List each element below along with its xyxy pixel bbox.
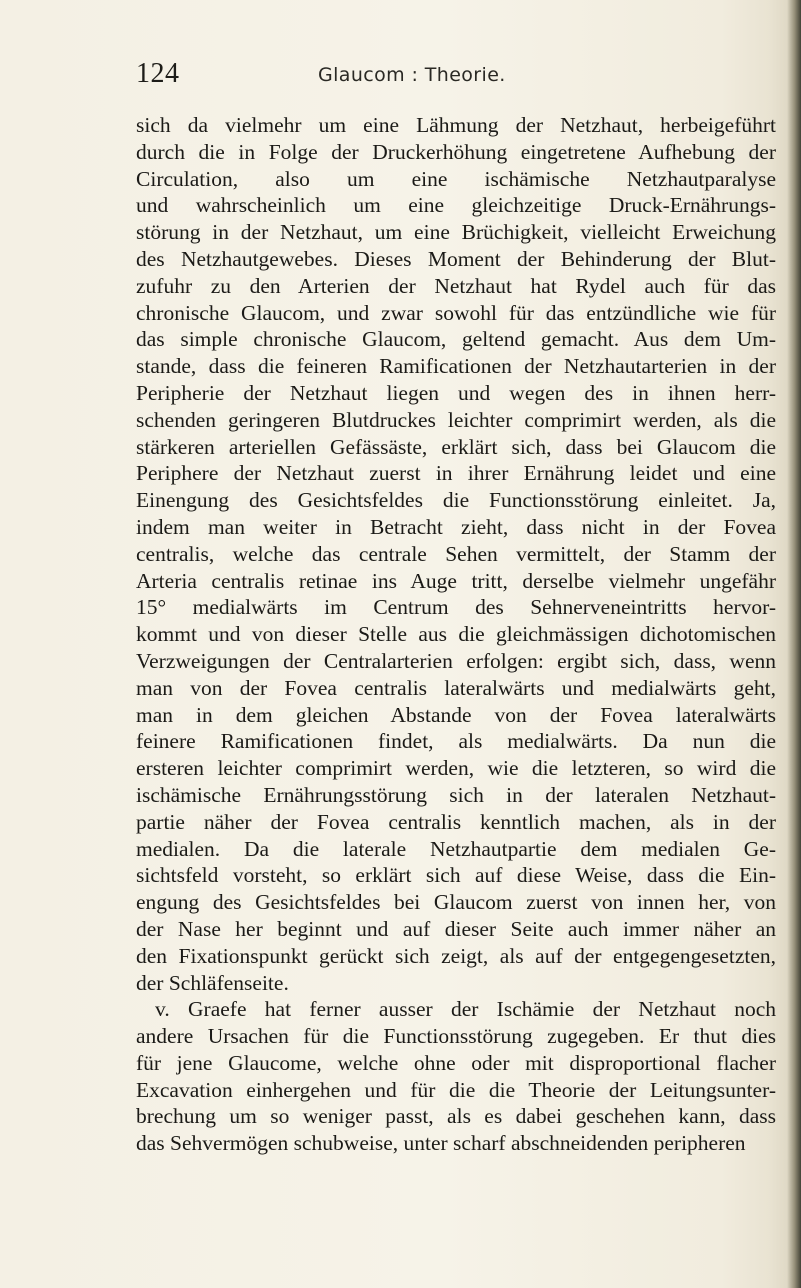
text-line: indem man weiter in Betracht zieht, dass nicht in der Fovea xyxy=(136,514,776,539)
text-line: der Schläfenseite. xyxy=(136,970,289,995)
text-line: schenden geringeren Blutdruckes leichter comprimirt werden, als die xyxy=(136,407,776,432)
text-line: feinere Ramificationen findet, als medialwärts. Da nun die xyxy=(136,729,776,754)
text-line: stande, dass die feineren Ramificationen der Netzhautarterien in der xyxy=(136,354,776,379)
text-line: Arteria centralis retinae ins Auge tritt, derselbe vielmehr ungefähr xyxy=(136,568,776,593)
text-line: v. Graefe hat ferner ausser der Ischämie der Netzhaut noch xyxy=(155,997,776,1022)
text-line: ischämische Ernährungsstörung sich in der lateralen Netzhaut- xyxy=(136,782,776,807)
text-line: 15° medialwärts im Centrum des Sehnerveneintritts hervor- xyxy=(136,595,776,620)
body-text xyxy=(136,112,776,1157)
text-line: Periphere der Netzhaut zuerst in ihrer Ernährung leidet und eine xyxy=(136,461,776,486)
text-line: zufuhr zu den Arterien der Netzhaut hat Rydel auch für das xyxy=(136,273,776,298)
text-line: sichtsfeld vorsteht, so erklärt sich auf diese Weise, dass die Ein- xyxy=(136,863,776,888)
text-line: partie näher der Fovea centralis kenntlich machen, als in der xyxy=(136,809,776,834)
text-line: sich da vielmehr um eine Lähmung der Netzhaut, herbeigeführt xyxy=(136,113,776,137)
text-line: medialen. Da die laterale Netzhautpartie dem medialen Ge- xyxy=(136,836,776,861)
page-header xyxy=(0,58,801,98)
text-line: ersteren leichter comprimirt werden, wie die letzteren, so wird die xyxy=(136,756,776,781)
text-line: man in dem gleichen Abstande von der Fovea lateralwärts xyxy=(136,702,776,727)
text-line: stärkeren arteriellen Gefässäste, erklärt sich, dass bei Glaucom die xyxy=(136,434,776,459)
text-line: engung des Gesichtsfeldes bei Glaucom zuerst von innen her, von xyxy=(136,890,776,915)
text-line: man von der Fovea centralis lateralwärts und medialwärts geht, xyxy=(136,675,776,700)
text-line: Verzweigungen der Centralarterien erfolgen: ergibt sich, dass, wenn xyxy=(136,648,776,673)
text-line: das Sehvermögen schubweise, unter scharf abschneidenden peripheren xyxy=(136,1131,746,1156)
text-line: störung in der Netzhaut, um eine Brüchigkeit, vielleicht Erweichung xyxy=(136,220,776,245)
text-line: kommt und von dieser Stelle aus die gleichmässigen dichotomischen xyxy=(136,622,776,647)
text-line: durch die in Folge der Druckerhöhung eingetretene Aufhebung der xyxy=(136,139,776,164)
text-line: brechung um so weniger passt, als es dabei geschehen kann, dass xyxy=(136,1104,776,1129)
text-line: für jene Glaucome, welche ohne oder mit disproportional flacher xyxy=(136,1050,776,1075)
page-binding-edge xyxy=(787,0,801,1288)
text-line: andere Ursachen für die Functionsstörung zugegeben. Er thut dies xyxy=(136,1024,776,1049)
text-line: Einengung des Gesichtsfeldes die Functionsstörung einleitet. Ja, xyxy=(136,488,776,513)
text-line: chronische Glaucom, und zwar sowohl für das entzündliche wie für xyxy=(136,300,776,325)
text-line: Peripherie der Netzhaut liegen und wegen des in ihnen herr- xyxy=(136,380,776,405)
text-line: und wahrscheinlich um eine gleichzeitige Druck-Ernährungs- xyxy=(136,193,776,218)
text-line: Circulation, also um eine ischämische Netzhautparalyse xyxy=(136,166,776,191)
text-line: des Netzhautgewebes. Dieses Moment der Behinderung der Blut- xyxy=(136,246,776,271)
page-number: 124 xyxy=(136,58,180,89)
text-line: den Fixationspunkt gerückt sich zeigt, als auf der entgegengesetzten, xyxy=(136,943,776,968)
text-line: das simple chronische Glaucom, geltend gemacht. Aus dem Um- xyxy=(136,327,776,352)
text-line: der Nase her beginnt und auf dieser Seite auch immer näher an xyxy=(136,916,776,941)
text-line: centralis, welche das centrale Sehen vermittelt, der Stamm der xyxy=(136,541,776,566)
text-line: Excavation einhergehen und für die die Theorie der Leitungsunter- xyxy=(136,1077,776,1102)
running-head: Glaucom : Theorie. xyxy=(318,64,506,86)
